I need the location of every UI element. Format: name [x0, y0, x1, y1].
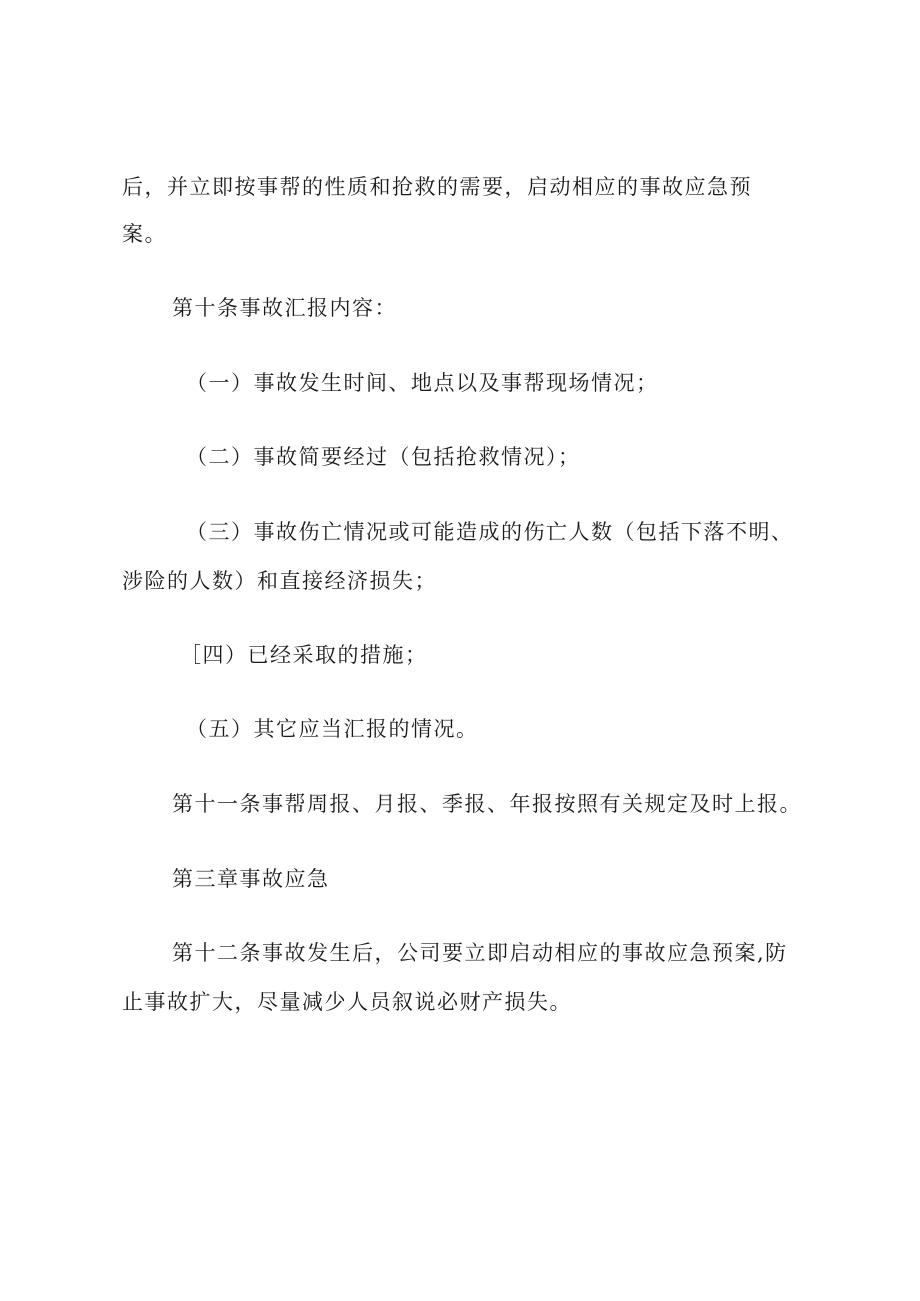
article-11: 第十一条事帮周报、月报、季报、年报按照有关规定及时上报。	[172, 792, 802, 816]
list-item-3: （三）事故伤亡情况或可能造成的伤亡人数（包括下落不明、	[186, 520, 794, 544]
article-12-continued: 止事故扩大，尽量减少人员叙说必财产损失。	[122, 990, 572, 1014]
text-line-2: 案。	[122, 222, 167, 246]
list-item-5: （五）其它应当汇报的情况。	[186, 717, 479, 741]
article-12: 第十二条事故发生后，公司要立即启动相应的事故应急预案,防	[172, 941, 788, 965]
text-line-1: 后，并立即按事帮的性质和抢救的需要，启动相应的事故应急预	[122, 175, 752, 199]
list-item-4: ［四）已经采取的措施；	[180, 643, 428, 667]
chapter-3-heading: 第三章事故应急	[172, 867, 330, 891]
list-item-1: （一）事故发生时间、地点以及事帮现场情况；	[186, 371, 659, 395]
article-10-heading: 第十条事故汇报内容：	[172, 296, 397, 320]
list-item-3-continued: 涉险的人数）和直接经济损失；	[122, 569, 437, 593]
list-item-2: （二）事故简要经过（包括抢救情况）；	[186, 445, 581, 469]
